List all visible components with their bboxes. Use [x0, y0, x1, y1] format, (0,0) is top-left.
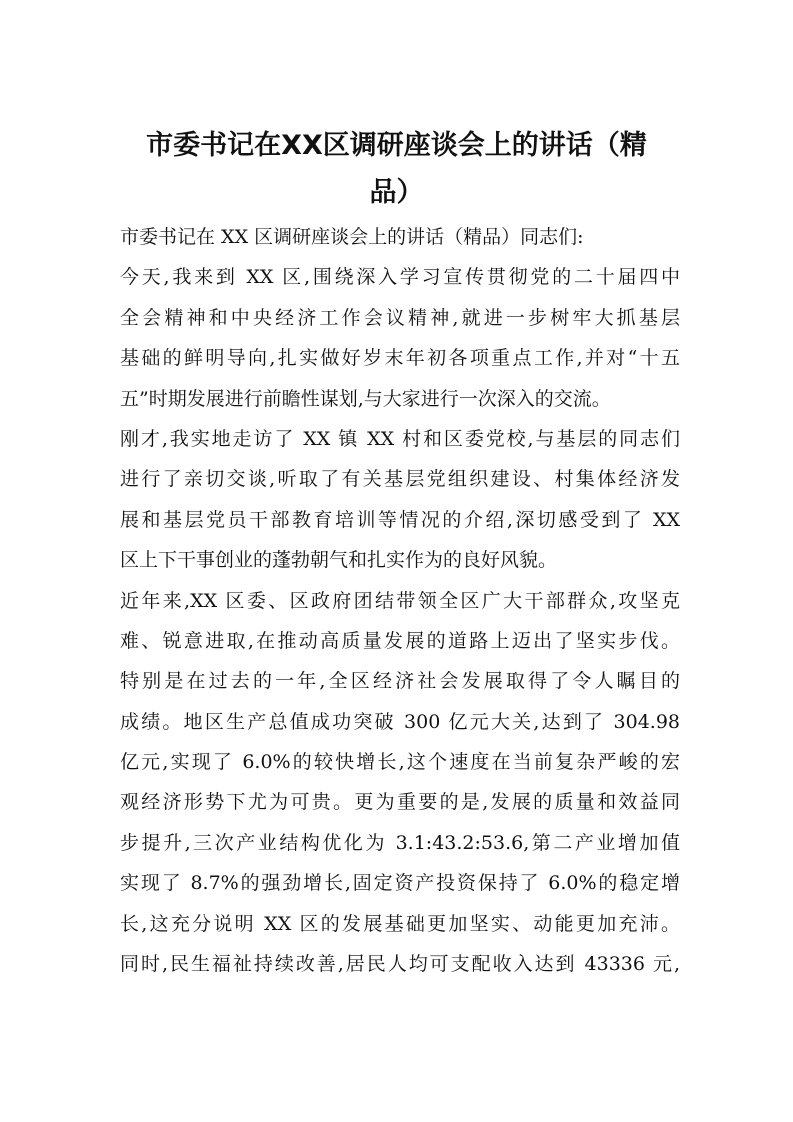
- text-line: 展和基层党员干部教育培训等情况的介绍,深切感受到了 XX: [120, 508, 680, 531]
- document-body: [120, 222, 680, 989]
- text-line: 近年来,XX 区委、区政府团结带领全区广大干部群众,攻坚克: [120, 589, 680, 612]
- text-line: 步提升,三次产业结构优化为 3.1:43.2:53.6,第二产业增加值: [120, 831, 680, 854]
- text-line: 成绩。地区生产总值成功突破 300 亿元大关,达到了 304.98: [120, 710, 680, 733]
- text-line: 今天,我来到 XX 区,围绕深入学习宣传贯彻党的二十届四中: [120, 266, 680, 289]
- title-line: 品）: [369, 177, 424, 208]
- paragraph: [120, 586, 680, 990]
- text-line: 进行了亲切交谈,听取了有关基层党组织建设、村集体经济发: [120, 468, 680, 491]
- text-line: 区上下干事创业的蓬勃朝气和扎实作为的良好风貌。: [120, 549, 558, 572]
- text-line: 亿元,实现了 6.0%的较快增长,这个速度在当前复杂严峻的宏: [120, 751, 680, 774]
- text-line: 全会精神和中央经济工作会议精神,就进一步树牢大抓基层: [120, 306, 680, 329]
- text-line: 实现了 8.7%的强劲增长,固定资产投资保持了 6.0%的稳定增: [120, 872, 680, 895]
- paragraph: [120, 262, 680, 424]
- paragraph: [120, 424, 680, 586]
- text-line: 基础的鲜明导向,扎实做好岁末年初各项重点工作,并对“十五: [120, 347, 680, 370]
- text-line: 难、锐意进取,在推动高质量发展的道路上迈出了坚实步伐。: [120, 629, 680, 652]
- paragraph: [120, 222, 680, 262]
- text-line: 特别是在过去的一年,全区经济社会发展取得了令人瞩目的: [120, 670, 680, 693]
- text-line: 市委书记在 XX 区调研座谈会上的讲话（精品）同志们:: [120, 226, 584, 248]
- text-line: 刚才,我实地走访了 XX 镇 XX 村和区委党校,与基层的同志们: [120, 427, 680, 450]
- document-title: [100, 122, 693, 216]
- text-line: 五”时期发展进行前瞻性谋划,与大家进行一次深入的交流。: [120, 387, 611, 410]
- text-line: 观经济形势下尤为可贵。更为重要的是,发展的质量和效益同: [120, 791, 680, 814]
- text-line: 长,这充分说明 XX 区的发展基础更加坚实、动能更加充沛。: [120, 912, 680, 935]
- title-line: 市委书记在XX区调研座谈会上的讲话（精: [146, 130, 647, 161]
- text-line: 同时,民生福祉持续改善,居民人均可支配收入达到 43336 元,: [120, 953, 680, 976]
